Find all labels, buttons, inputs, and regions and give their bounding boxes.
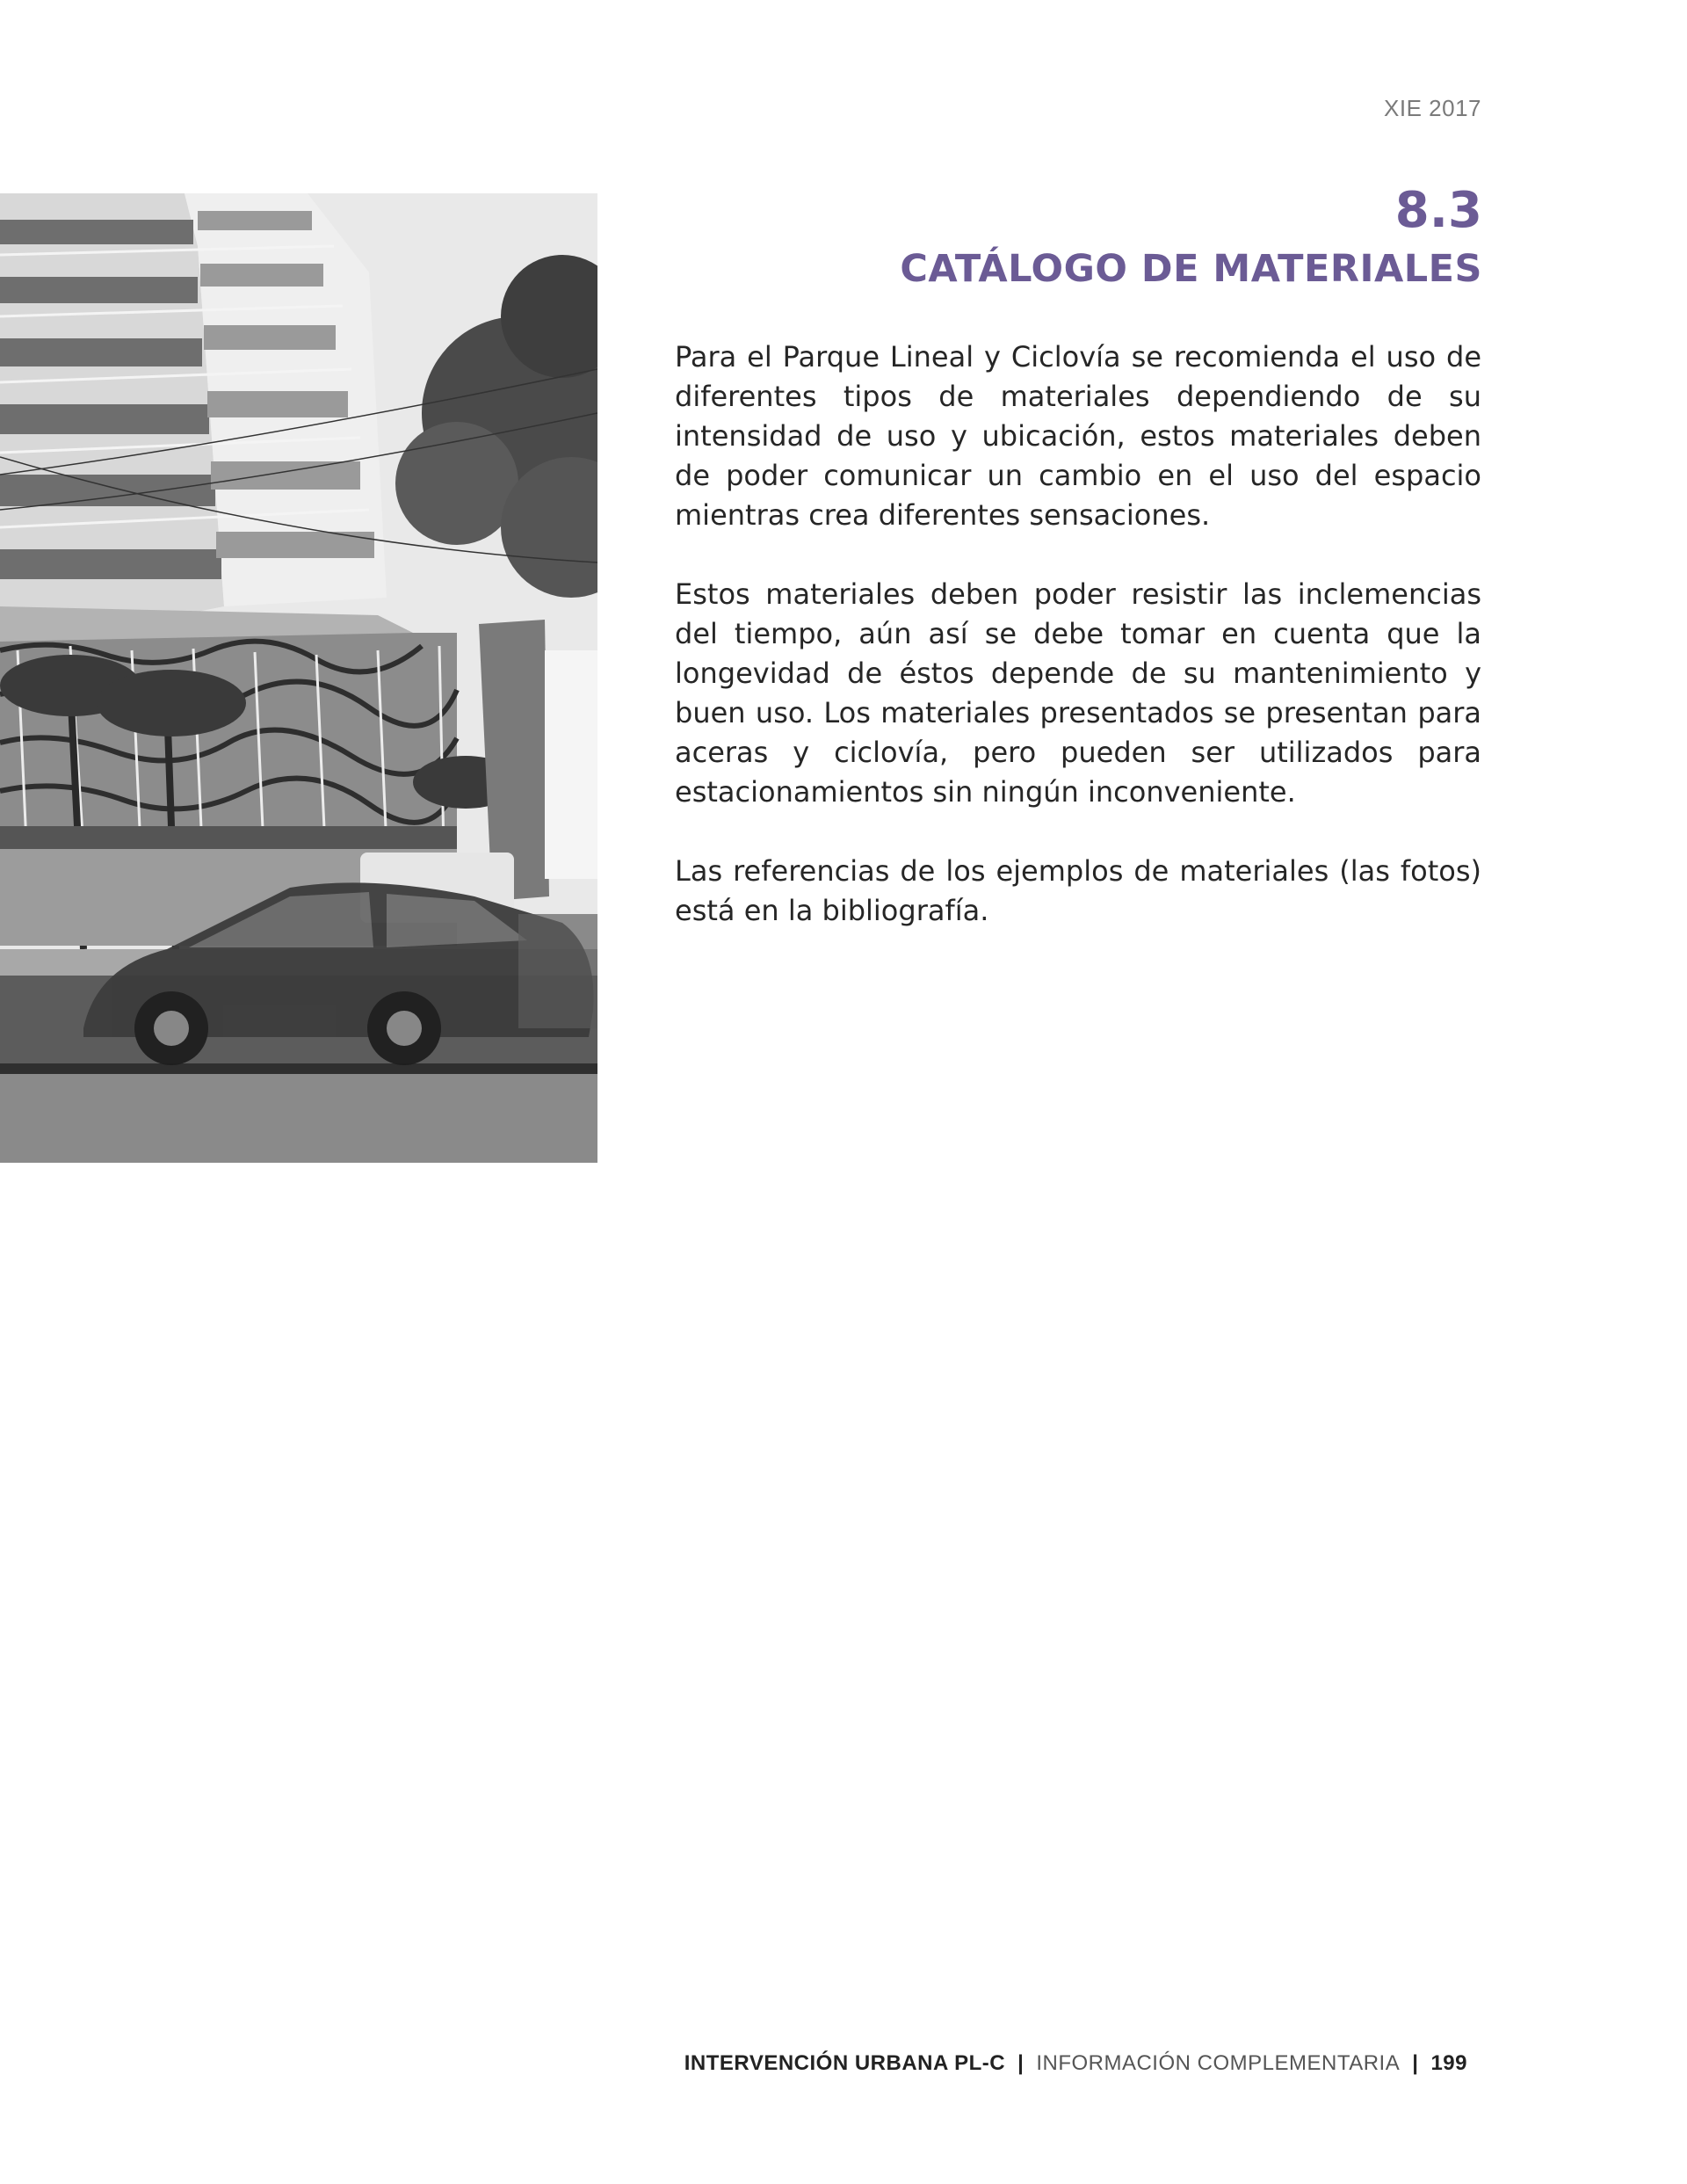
footer-section: INFORMACIÓN COMPLEMENTARIA bbox=[1036, 2051, 1401, 2075]
street-photo bbox=[0, 193, 597, 1163]
page-footer bbox=[684, 2051, 1467, 2076]
footer-separator: | bbox=[1017, 2051, 1025, 2075]
footer-project: INTERVENCIÓN URBANA PL-C bbox=[684, 2051, 1006, 2075]
section-title: CATÁLOGO DE MATERIALES bbox=[900, 247, 1482, 291]
paragraph-2: Estos materiales deben poder resistir las inclemencias del tiempo, aún así se debe tomar en cuenta que la longevidad de éstos depende de su mantenimiento y buen uso. Los materiales presentados se presentan para aceras y ciclovía, pero pueden ser utilizados para estacionamientos sin ningún inconveniente. bbox=[675, 577, 1481, 809]
page-number: 199 bbox=[1430, 2051, 1467, 2075]
paragraph-3: Las referencias de los ejemplos de materiales (las fotos) está en la bibliografía. bbox=[675, 854, 1481, 927]
body-text bbox=[675, 337, 1481, 970]
paragraph-1: Para el Parque Lineal y Ciclovía se recomienda el uso de diferentes tipos de materiales dependiendo de su intensidad de uso y ubicación, estos materiales deben de poder comunicar un cambio en el uso del espacio mientras crea diferentes sensaciones. bbox=[675, 340, 1481, 532]
footer-separator: | bbox=[1412, 2051, 1419, 2075]
section-number: 8.3 bbox=[1394, 182, 1482, 239]
header-year-label: XIE 2017 bbox=[1384, 95, 1481, 121]
